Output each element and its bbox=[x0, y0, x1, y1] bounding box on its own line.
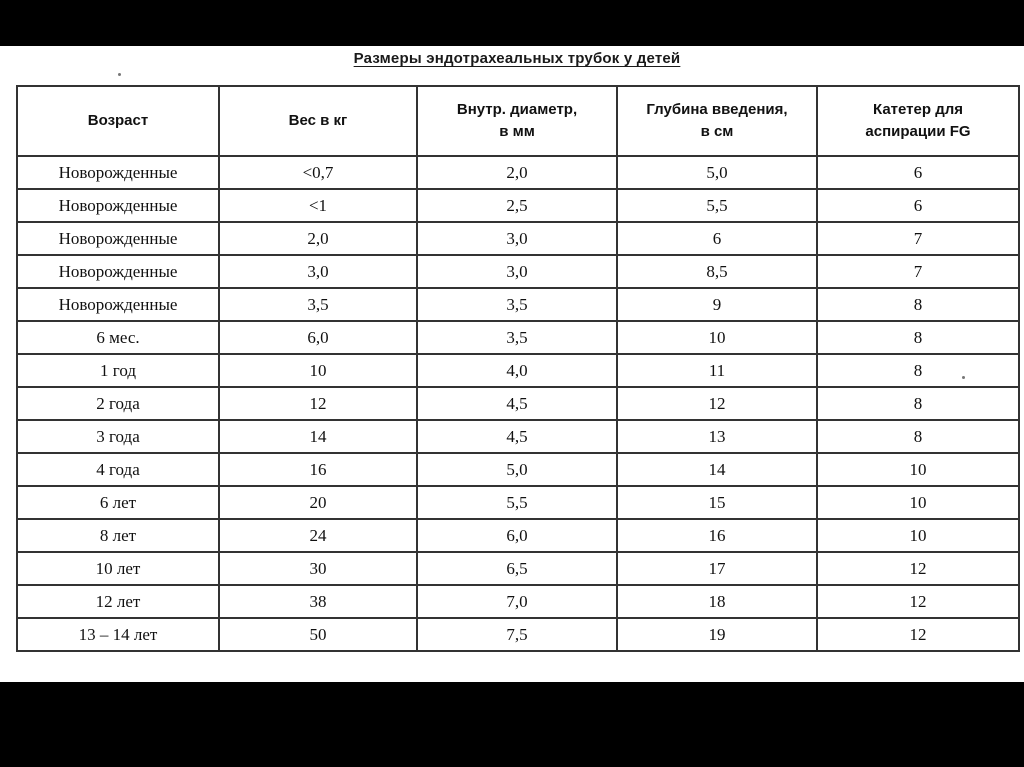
cell-insertion-depth: 15 bbox=[617, 486, 817, 519]
column-header-line: Глубина введения, bbox=[646, 101, 788, 118]
cell-insertion-depth: 5,0 bbox=[617, 156, 817, 189]
column-header-line: в см bbox=[700, 123, 734, 140]
cell-insertion-depth: 12 bbox=[617, 387, 817, 420]
cell-age: Новорожденные bbox=[17, 156, 219, 189]
cell-inner-diameter: 2,0 bbox=[417, 156, 617, 189]
cell-age: Новорожденные bbox=[17, 222, 219, 255]
table-row bbox=[17, 222, 1019, 255]
table-row bbox=[17, 321, 1019, 354]
cell-age: 3 года bbox=[17, 420, 219, 453]
cell-catheter: 12 bbox=[817, 618, 1019, 651]
cell-insertion-depth: 9 bbox=[617, 288, 817, 321]
cell-age: 1 год bbox=[17, 354, 219, 387]
cell-inner-diameter: 4,0 bbox=[417, 354, 617, 387]
tube-size-table bbox=[16, 85, 1020, 652]
cell-catheter: 7 bbox=[817, 222, 1019, 255]
cell-insertion-depth: 6 bbox=[617, 222, 817, 255]
column-header-age bbox=[17, 86, 219, 156]
document-title: Размеры эндотрахеальных трубок у детей bbox=[353, 50, 681, 67]
column-header-line: Катетер для bbox=[873, 101, 963, 118]
cell-inner-diameter: 4,5 bbox=[417, 420, 617, 453]
table-row bbox=[17, 387, 1019, 420]
cell-age: Новорожденные bbox=[17, 288, 219, 321]
table-row bbox=[17, 420, 1019, 453]
table-row bbox=[17, 288, 1019, 321]
column-header-line: Возраст bbox=[87, 112, 149, 129]
cell-age: 10 лет bbox=[17, 552, 219, 585]
table-row bbox=[17, 585, 1019, 618]
cell-age: 8 лет bbox=[17, 519, 219, 552]
cell-weight: 6,0 bbox=[219, 321, 417, 354]
table-row bbox=[17, 453, 1019, 486]
cell-weight: 30 bbox=[219, 552, 417, 585]
cell-weight: 14 bbox=[219, 420, 417, 453]
cell-age: Новорожденные bbox=[17, 255, 219, 288]
cell-weight: 2,0 bbox=[219, 222, 417, 255]
cell-inner-diameter: 6,0 bbox=[417, 519, 617, 552]
cell-weight: 38 bbox=[219, 585, 417, 618]
cell-catheter: 12 bbox=[817, 552, 1019, 585]
table-header-row bbox=[17, 86, 1019, 156]
cell-age: Новорожденные bbox=[17, 189, 219, 222]
cell-inner-diameter: 3,5 bbox=[417, 288, 617, 321]
cell-inner-diameter: 5,5 bbox=[417, 486, 617, 519]
scan-speck bbox=[118, 73, 121, 76]
cell-insertion-depth: 13 bbox=[617, 420, 817, 453]
cell-catheter: 12 bbox=[817, 585, 1019, 618]
cell-inner-diameter: 3,0 bbox=[417, 255, 617, 288]
table-row bbox=[17, 519, 1019, 552]
cell-catheter: 6 bbox=[817, 156, 1019, 189]
cell-age: 2 года bbox=[17, 387, 219, 420]
cell-weight: 50 bbox=[219, 618, 417, 651]
column-header-insertion-depth bbox=[617, 86, 817, 156]
table-body bbox=[17, 156, 1019, 651]
cell-age: 6 мес. bbox=[17, 321, 219, 354]
cell-weight: <0,7 bbox=[219, 156, 417, 189]
table-row bbox=[17, 354, 1019, 387]
column-header-line: в мм bbox=[499, 123, 535, 140]
column-header-line: аспирации FG bbox=[865, 123, 971, 140]
cell-inner-diameter: 7,0 bbox=[417, 585, 617, 618]
table-row bbox=[17, 618, 1019, 651]
table-row bbox=[17, 486, 1019, 519]
cell-inner-diameter: 2,5 bbox=[417, 189, 617, 222]
table-row bbox=[17, 552, 1019, 585]
column-header-inner-diameter bbox=[417, 86, 617, 156]
cell-catheter: 8 bbox=[817, 420, 1019, 453]
cell-catheter: 8 bbox=[817, 321, 1019, 354]
cell-weight: <1 bbox=[219, 189, 417, 222]
cell-catheter: 8 bbox=[817, 288, 1019, 321]
cell-weight: 20 bbox=[219, 486, 417, 519]
table-row bbox=[17, 156, 1019, 189]
cell-weight: 12 bbox=[219, 387, 417, 420]
cell-catheter: 10 bbox=[817, 486, 1019, 519]
cell-catheter: 10 bbox=[817, 519, 1019, 552]
cell-weight: 3,0 bbox=[219, 255, 417, 288]
cell-insertion-depth: 10 bbox=[617, 321, 817, 354]
cell-age: 6 лет bbox=[17, 486, 219, 519]
table-row bbox=[17, 189, 1019, 222]
cell-insertion-depth: 8,5 bbox=[617, 255, 817, 288]
column-header-line: Вес в кг bbox=[288, 112, 348, 129]
cell-catheter: 7 bbox=[817, 255, 1019, 288]
cell-insertion-depth: 16 bbox=[617, 519, 817, 552]
cell-weight: 3,5 bbox=[219, 288, 417, 321]
column-header-catheter bbox=[817, 86, 1019, 156]
cell-weight: 16 bbox=[219, 453, 417, 486]
cell-age: 4 года bbox=[17, 453, 219, 486]
cell-inner-diameter: 3,5 bbox=[417, 321, 617, 354]
cell-age: 13 – 14 лет bbox=[17, 618, 219, 651]
cell-insertion-depth: 14 bbox=[617, 453, 817, 486]
cell-insertion-depth: 5,5 bbox=[617, 189, 817, 222]
cell-catheter: 10 bbox=[817, 453, 1019, 486]
cell-inner-diameter: 5,0 bbox=[417, 453, 617, 486]
cell-insertion-depth: 18 bbox=[617, 585, 817, 618]
cell-inner-diameter: 3,0 bbox=[417, 222, 617, 255]
cell-age: 12 лет bbox=[17, 585, 219, 618]
document-page bbox=[0, 46, 1024, 682]
column-header-weight bbox=[219, 86, 417, 156]
cell-insertion-depth: 11 bbox=[617, 354, 817, 387]
cell-inner-diameter: 6,5 bbox=[417, 552, 617, 585]
cell-insertion-depth: 17 bbox=[617, 552, 817, 585]
cell-inner-diameter: 7,5 bbox=[417, 618, 617, 651]
cell-catheter: 8 bbox=[817, 354, 1019, 387]
table-row bbox=[17, 255, 1019, 288]
cell-catheter: 6 bbox=[817, 189, 1019, 222]
cell-inner-diameter: 4,5 bbox=[417, 387, 617, 420]
cell-insertion-depth: 19 bbox=[617, 618, 817, 651]
cell-catheter: 8 bbox=[817, 387, 1019, 420]
column-header-line: Внутр. диаметр, bbox=[456, 101, 578, 118]
cell-weight: 24 bbox=[219, 519, 417, 552]
cell-weight: 10 bbox=[219, 354, 417, 387]
